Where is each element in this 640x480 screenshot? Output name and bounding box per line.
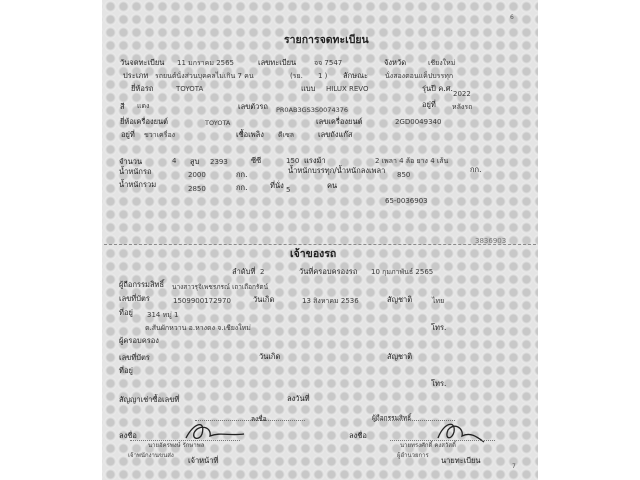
occupant-label: ผู้ครอบครอง — [119, 336, 159, 345]
hp-value: 150 — [286, 157, 300, 165]
year-label: รุ่นปี ค.ศ. — [422, 84, 453, 93]
seat-unit: คน — [327, 181, 338, 190]
type-label: ประเภท — [123, 71, 149, 80]
kg-unit-1: กก. — [236, 170, 248, 179]
chassis-label: เลขตัวรถ — [238, 102, 268, 111]
contract-date-label: ลงวันที่ — [287, 394, 310, 403]
engine-brand-value: TOYOTA — [205, 119, 231, 127]
id-value: 1509900172970 — [173, 297, 231, 305]
load-label: น้ำหนักบรรทุก/น้ำหนักลงเพลา — [288, 166, 386, 175]
role-left: เจ้าหน้าที่ — [188, 456, 219, 465]
date-label: วันจดทะเบียน — [120, 58, 165, 67]
weight-label: น้ำหนักรถ — [119, 167, 152, 176]
engine-brand-label: ยี่ห้อเครื่องยนต์ — [120, 117, 169, 126]
doc-number: 65-0036903 — [385, 197, 428, 205]
serial-number-overlap: 3836903 — [475, 237, 507, 245]
code-value: (รย. — [290, 72, 303, 80]
date-value: 11 มกราคม 2565 — [177, 59, 235, 67]
birth-label: วันเกิด — [253, 295, 275, 304]
total-label: น้ำหนักรวม — [119, 180, 157, 189]
brand-label: ยี่ห้อรถ — [131, 84, 154, 93]
cc-value: 2393 — [210, 158, 228, 166]
style-label: ลักษณะ — [343, 71, 369, 80]
role-right: นายทะเบียน — [441, 456, 481, 465]
cc-label: ซีซี — [251, 156, 262, 165]
kg-unit-3: กก. — [236, 183, 248, 192]
nationality-label: สัญชาติ — [387, 295, 413, 304]
engine-loc-label: อยู่ที่ — [121, 130, 135, 139]
province-value: เชียงใหม่ — [428, 59, 456, 67]
id-label: เลขที่บัตร — [119, 294, 150, 303]
id2-label: เลขที่บัตร — [119, 353, 150, 362]
sign-role-left-top: ผู้ถือกรรมสิทธิ์ — [372, 414, 412, 422]
owner-title: เจ้าของรถ — [290, 248, 337, 260]
sign-label-left-top: ลงชื่อ — [251, 415, 267, 423]
fuel-value: ดีเซล — [278, 131, 294, 139]
sign-label-right: ลงชื่อ — [349, 431, 367, 440]
weight-value: 2000 — [188, 171, 206, 179]
brand-value: TOYOTA — [176, 85, 204, 93]
load-value: 850 — [397, 171, 411, 179]
seat-value: 5 — [286, 186, 291, 194]
engine-no-label: เลขเครื่องยนต์ — [316, 117, 363, 126]
color-label: สี — [120, 102, 125, 111]
holder-label: ผู้ถือกรรมสิทธิ์ — [119, 280, 165, 289]
year-value: 2022 — [453, 90, 471, 98]
birth2-label: วันเกิด — [259, 352, 281, 361]
cyl-label: สูบ — [190, 157, 200, 166]
qty-label: จำนวน — [119, 157, 143, 166]
model-value: HILUX REVO — [326, 85, 369, 93]
name-right: นายทรงศักดิ์ คงสวัสดิ์ — [400, 442, 456, 449]
style-value: นั่งสองตอนแค็ปบรรทุก — [385, 72, 454, 80]
page-number-top: 6 — [510, 14, 514, 21]
chassis-loc-label: อยู่ที่ — [422, 100, 436, 109]
page-number-bottom: 7 — [512, 463, 516, 470]
holder-value: นางสาวรุจิเพชรภรณ์ เถาเถือกรัตน์ — [172, 283, 269, 291]
possess-date-value: 10 กุมภาพันธ์ 2565 — [371, 268, 434, 276]
code-num: 1 ) — [318, 72, 328, 80]
gas-label: เลขถังแก๊ส — [318, 130, 353, 139]
reg-no-label: เลขทะเบียน — [258, 58, 297, 67]
type-value: รถยนต์นั่งส่วนบุคคลไม่เกิน 7 คน — [155, 72, 254, 80]
name-left-sub: เจ้าพนักงานขนส่ง — [128, 452, 174, 459]
section-divider — [104, 244, 536, 245]
address-label: ที่อยู่ — [119, 308, 133, 317]
left-margin — [0, 0, 102, 480]
seq-label: ลำดับที่ — [232, 267, 256, 276]
province-label: จังหวัด — [384, 58, 407, 67]
phone-label: โทร. — [431, 323, 447, 332]
seat-label: ที่นั่ง — [270, 181, 284, 190]
total-value: 2850 — [188, 185, 206, 193]
model-label: แบบ — [301, 84, 316, 93]
address-line2: ต.สันผักหวาน อ.หางดง จ.เชียงใหม่ — [145, 324, 251, 332]
address2-label: ที่อยู่ — [119, 366, 133, 375]
address-line1: 314 หมู่ 1 — [147, 311, 179, 319]
engine-loc-value: ขวาเครื่อง — [144, 131, 176, 139]
nationality2-label: สัญชาติ — [387, 352, 413, 361]
right-margin — [538, 0, 640, 480]
hp-label: แรงม้า — [304, 156, 326, 165]
engine-no-value: 2GD0049340 — [395, 118, 442, 126]
color-value: แดง — [137, 102, 150, 110]
reg-no-value: จจ 7547 — [314, 59, 343, 67]
qty-value: 4 — [172, 157, 177, 165]
name-left: นายอัครพงษ์ รักษาพล — [148, 442, 205, 449]
birth-value: 13 สิงหาคม 2536 — [302, 297, 359, 305]
axle-value: 2 เพลา 4 ล้อ ยาง 4 เส้น — [375, 157, 449, 165]
chassis-value: PR0AB3GS3S0074376 — [276, 106, 348, 114]
contract-label: สัญญาเช่าซื้อเลขที่ — [119, 395, 180, 404]
sign-label-left: ลงชื่อ — [119, 431, 137, 440]
kg-unit-2: กก. — [470, 165, 482, 174]
fuel-label: เชื้อเพลิง — [236, 130, 264, 139]
name-right-sub: ผู้อำนวยการ — [397, 452, 429, 459]
chassis-loc-value: หลังรถ — [452, 103, 473, 111]
phone2-label: โทร. — [431, 379, 447, 388]
nationality-value: ไทย — [432, 297, 445, 305]
registration-title: รายการจดทะเบียน — [284, 34, 369, 46]
seq-value: 2 — [260, 268, 265, 276]
possess-date-label: วันที่ครอบครองรถ — [299, 267, 358, 276]
